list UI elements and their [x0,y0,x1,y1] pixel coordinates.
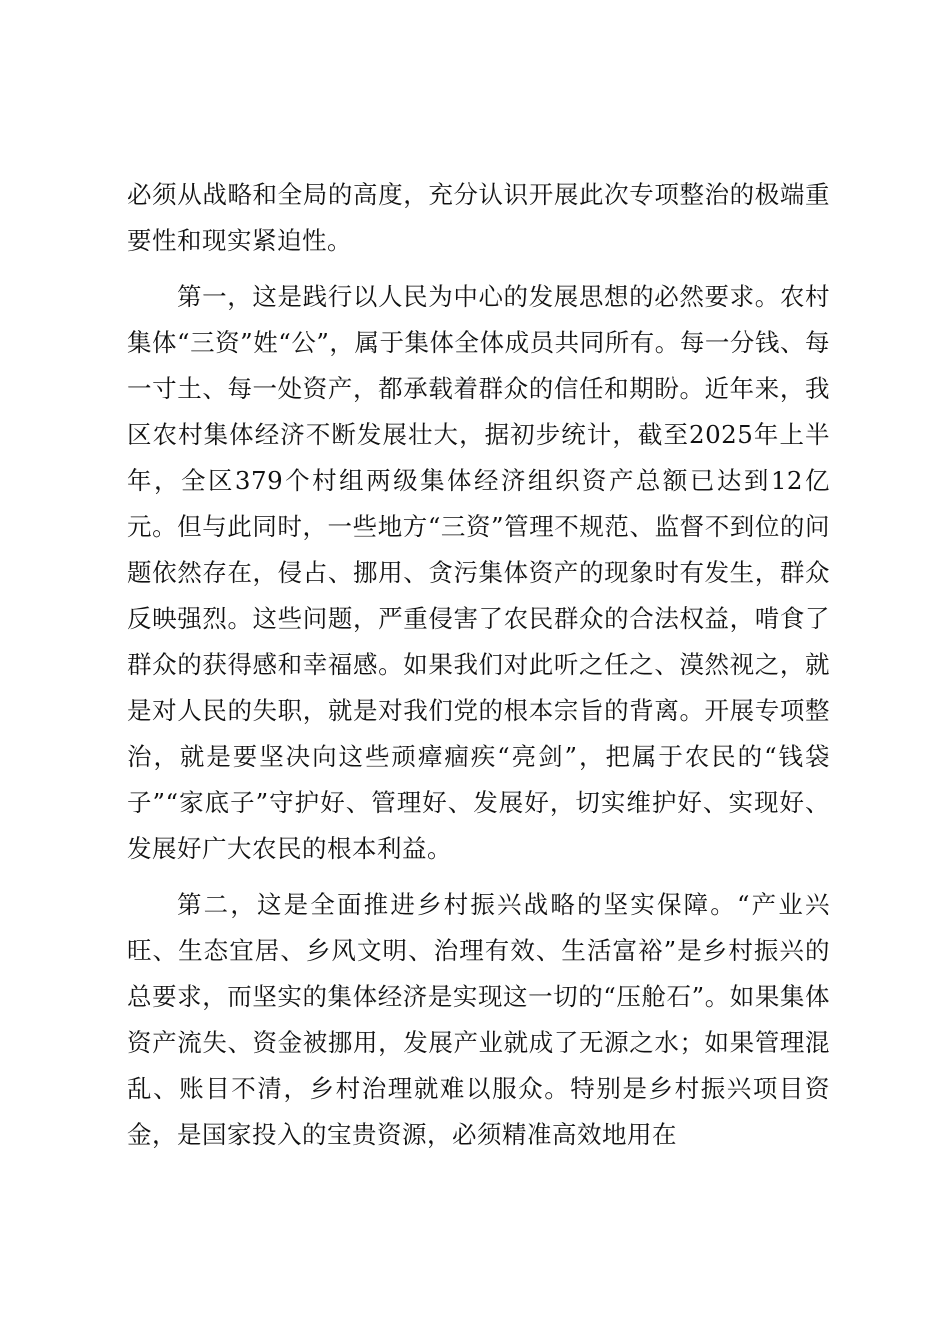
paragraph-second-point: 第二，这是全面推进乡村振兴战略的坚实保障。“产业兴旺、生态宜居、乡风文明、治理有效、生活富裕”是乡村振兴的总要求，而坚实的集体经济是实现这一切的“压舱石”。如果集体资产流失、资金被挪用，发展产业就成了无源之水；如果管理混乱、账目不清，乡村治理就难以服众。特别是乡村振兴项目资金，是国家投入的宝贵资源，必须精准高效地用在 [127,890,830,1149]
document-body [127,172,830,1168]
paragraph-first-point: 第一，这是践行以人民为中心的发展思想的必然要求。农村集体“三资”姓“公”，属于集体全体成员共同所有。每一分钱、每一寸土、每一处资产，都承载着群众的信任和期盼。近年来，我区农村集体经济不断发展壮大，据初步统计，截至2025年上半年，全区379个村组两级集体经济组织资产总额已达到12亿元。但与此同时，一些地方“三资”管理不规范、监督不到位的问题依然存在，侵占、挪用、贪污集体资产的现象时有发生，群众反映强烈。这些问题，严重侵害了农民群众的合法权益，啃食了群众的获得感和幸福感。如果我们对此听之任之、漠然视之，就是对人民的失职，就是对我们党的根本宗旨的背离。开展专项整治，就是要坚决向这些顽瘴痼疾“亮剑”，把属于农民的“钱袋子”“家底子”守护好、管理好、发展好，切实维护好、实现好、发展好广大农民的根本利益。 [127,282,830,863]
paragraph-intro: 必须从战略和全局的高度，充分认识开展此次专项整治的极端重要性和现实紧迫性。 [127,180,830,255]
